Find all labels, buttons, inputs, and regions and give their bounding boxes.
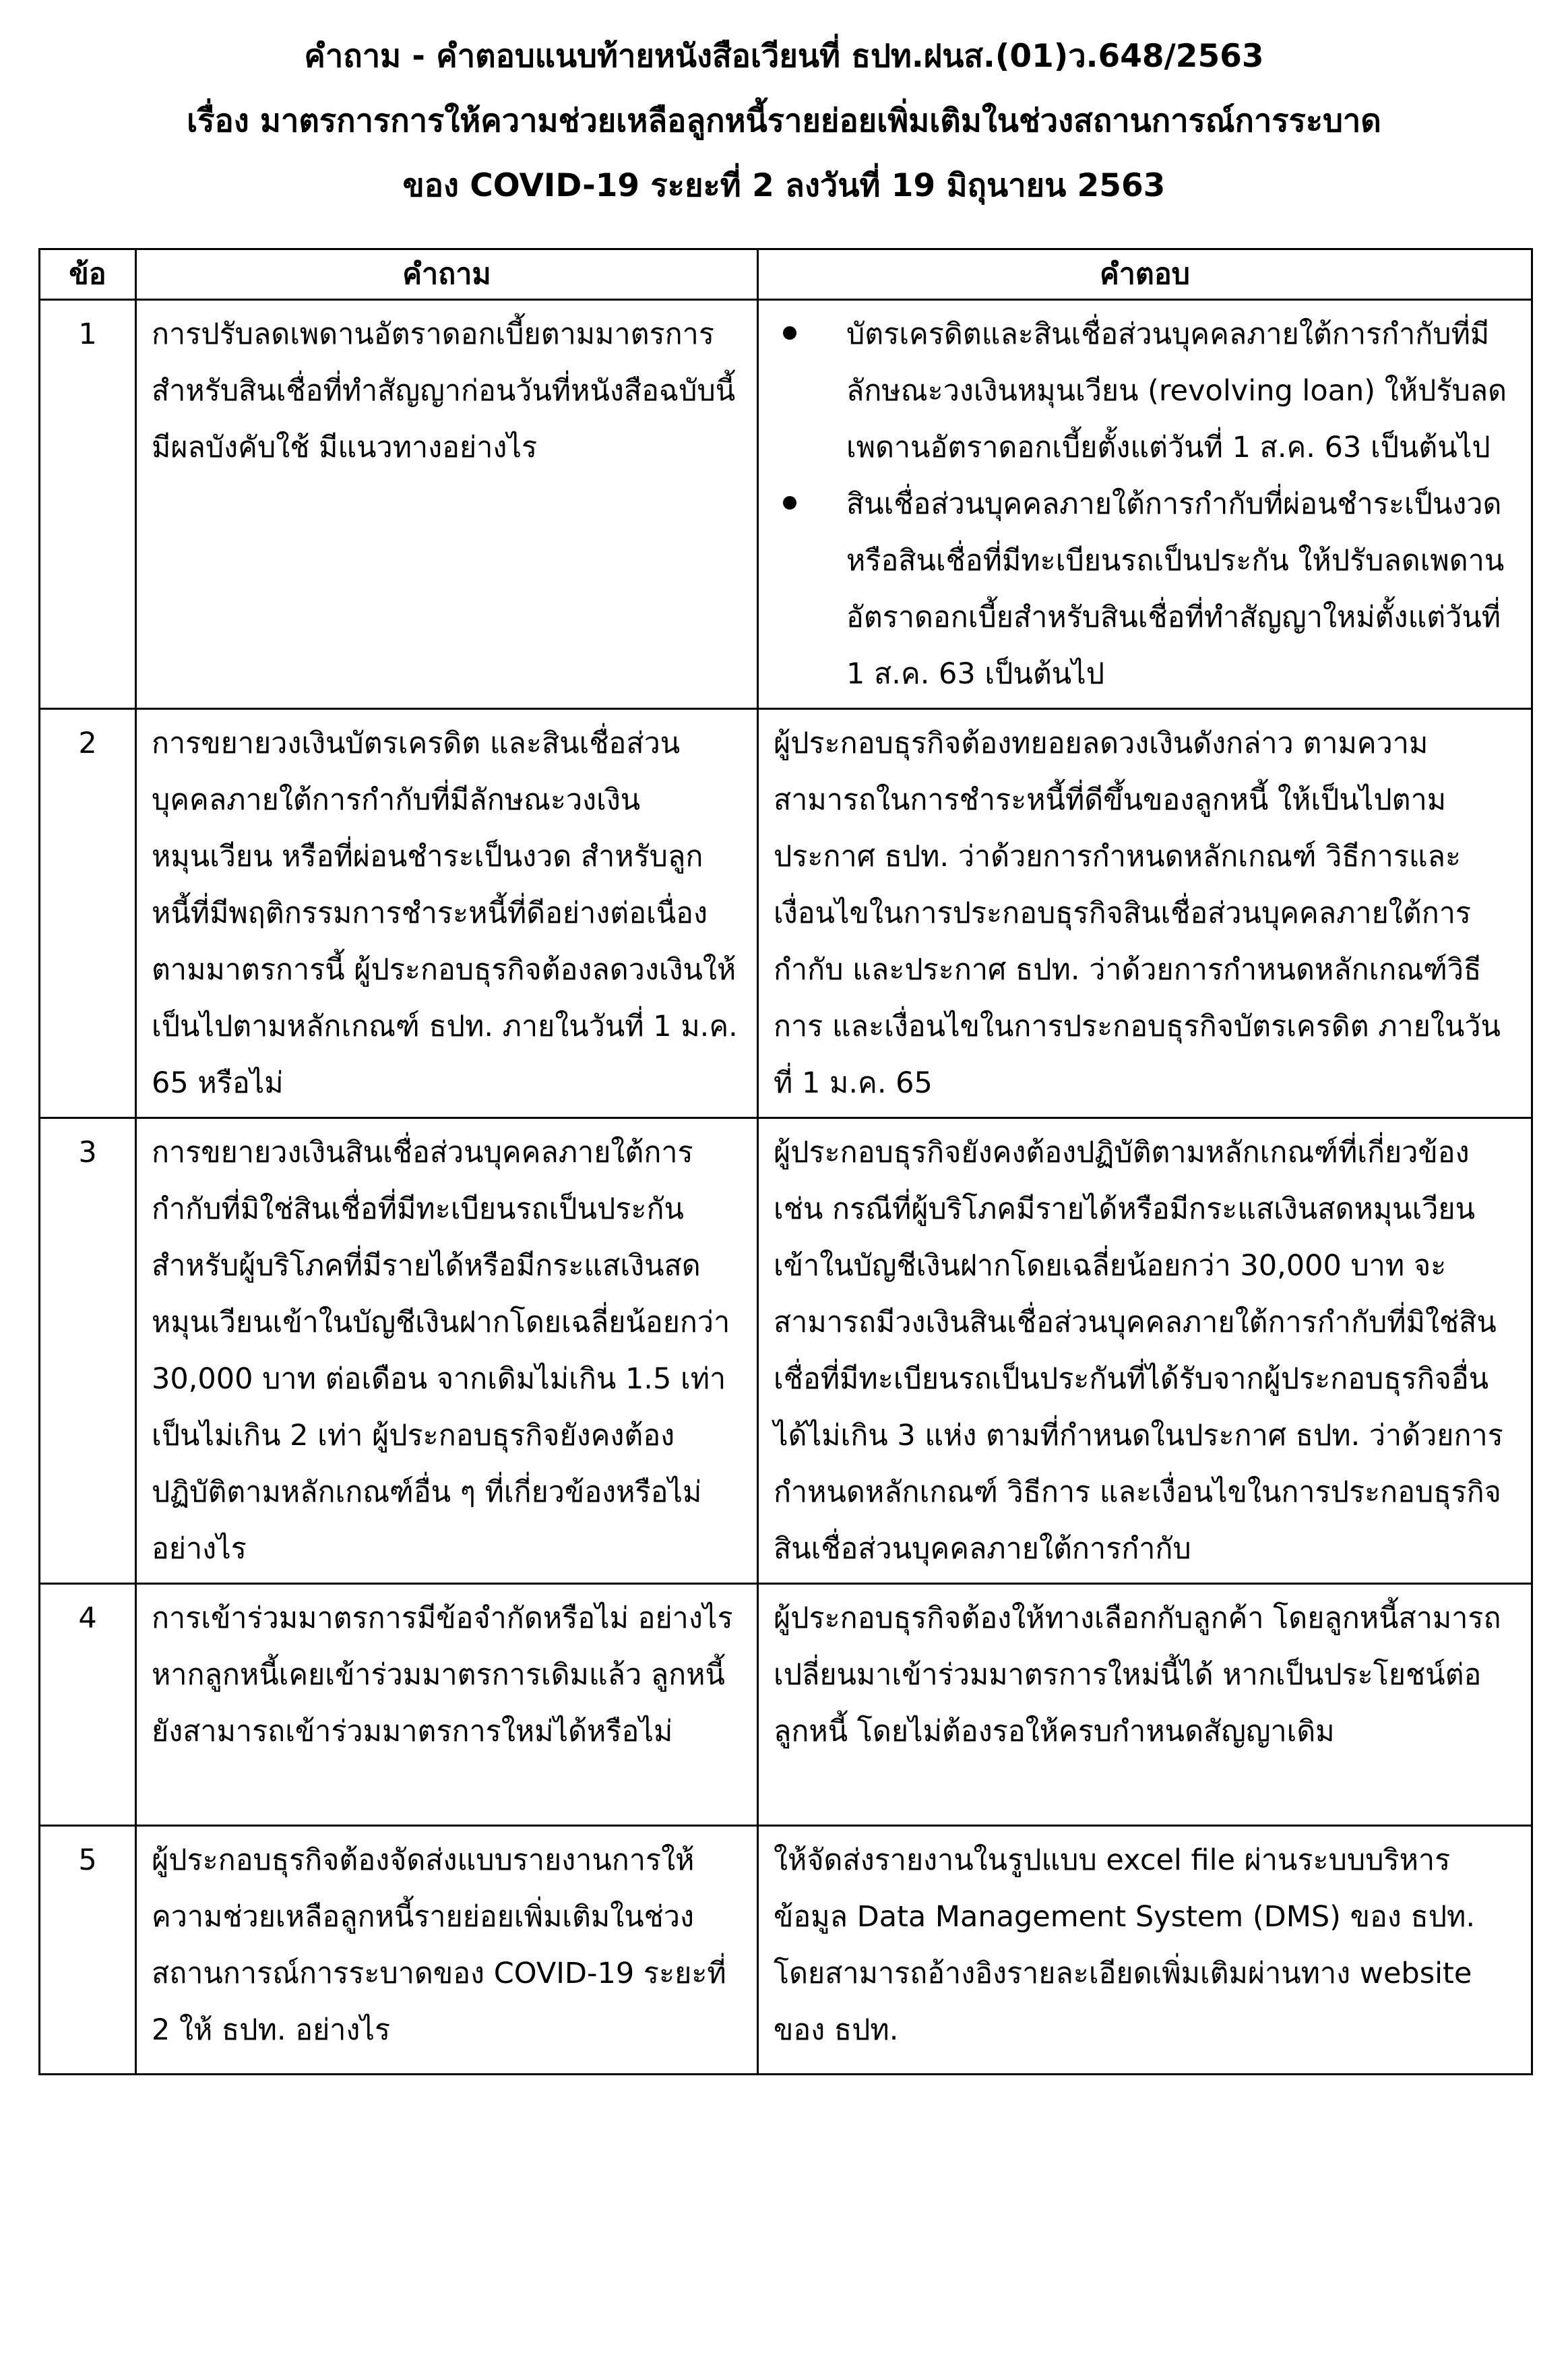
header-no: ข้อ [40,249,136,300]
answer-cell [758,300,1532,709]
table-row [40,709,1532,1118]
row-number: 2 [40,709,136,1118]
answer-cell: ผู้ประกอบธุรกิจต้องทยอยลดวงเงินดังกล่าว ตามความสามารถในการชำระหนี้ที่ดีขึ้นของลูกหนี้ ให้เป็นไปตามประกาศ ธปท. ว่าด้วยการกำหนดหลักเกณฑ์ วิธีการและเงื่อนไขในการประกอบธุรกิจสินเชื่อส่วนบุคคลภายใต้การกำกับ และประกาศ ธปท. ว่าด้วยการกำหนดหลักเกณฑ์วิธีการ และเงื่อนไขในการประกอบธุรกิจบัตรเครดิต ภายในวันที่ 1 ม.ค. 65 [758,709,1532,1118]
row-number: 3 [40,1118,136,1584]
table-header-row [40,249,1532,300]
header-answer: คำตอบ [758,249,1532,300]
answer-cell: ผู้ประกอบธุรกิจต้องให้ทางเลือกกับลูกค้า โดยลูกหนี้สามารถเปลี่ยนมาเข้าร่วมมาตรการใหม่นี้ได้ หากเป็นประโยชน์ต่อลูกหนี้ โดยไม่ต้องรอให้ครบกำหนดสัญญาเดิม [758,1584,1532,1826]
row-number: 4 [40,1584,136,1826]
document-header [0,24,1568,218]
answer-bullet-list [774,306,1516,702]
answer-cell: ผู้ประกอบธุรกิจยังคงต้องปฏิบัติตามหลักเกณฑ์ที่เกี่ยวข้อง เช่น กรณีที่ผู้บริโภคมีรายได้หรือมีกระแสเงินสดหมุนเวียนเข้าในบัญชีเงินฝากโดยเฉลี่ยน้อยกว่า 30,000 บาท จะสามารถมีวงเงินสินเชื่อส่วนบุคคลภายใต้การกำกับที่มิใช่สินเชื่อที่มีทะเบียนรถเป็นประกันที่ได้รับจากผู้ประกอบธุรกิจอื่น ได้ไม่เกิน 3 แห่ง ตามที่กำหนดในประกาศ ธปท. ว่าด้วยการกำหนดหลักเกณฑ์ วิธีการ และเงื่อนไขในการประกอบธุรกิจสินเชื่อส่วนบุคคลภายใต้การกำกับ [758,1118,1532,1584]
table-row [40,1826,1532,2075]
question-cell: การขยายวงเงินสินเชื่อส่วนบุคคลภายใต้การกำกับที่มิใช่สินเชื่อที่มีทะเบียนรถเป็นประกันสำหรับผู้บริโภคที่มีรายได้หรือมีกระแสเงินสดหมุนเวียนเข้าในบัญชีเงินฝากโดยเฉลี่ยน้อยกว่า 30,000 บาท ต่อเดือน จากเดิมไม่เกิน 1.5 เท่า เป็นไม่เกิน 2 เท่า ผู้ประกอบธุรกิจยังคงต้องปฏิบัติตามหลักเกณฑ์อื่น ๆ ที่เกี่ยวข้องหรือไม่ อย่างไร [136,1118,758,1584]
answer-bullet [774,476,1516,702]
qa-table [38,248,1533,2075]
row-number: 1 [40,300,136,709]
question-cell: การขยายวงเงินบัตรเครดิต และสินเชื่อส่วนบุคคลภายใต้การกำกับที่มีลักษณะวงเงินหมุนเวียน หรือที่ผ่อนชำระเป็นงวด สำหรับลูกหนี้ที่มีพฤติกรรมการชำระหนี้ที่ดีอย่างต่อเนื่องตามมาตรการนี้ ผู้ประกอบธุรกิจต้องลดวงเงินให้เป็นไปตามหลักเกณฑ์ ธปท. ภายในวันที่ 1 ม.ค. 65 หรือไม่ [136,709,758,1118]
row-number: 5 [40,1826,136,2075]
table-row [40,1584,1532,1826]
header-line-3: ของ COVID-19 ระยะที่ 2 ลงวันที่ 19 มิถุนายน 2563 [402,167,1166,204]
header-line-1: คำถาม - คำตอบแนบท้ายหนังสือเวียนที่ ธปท.ฝนส.(01)ว.648/2563 [304,38,1264,75]
table-row [40,300,1532,709]
question-cell: การเข้าร่วมมาตรการมีข้อจำกัดหรือไม่ อย่างไร หากลูกหนี้เคยเข้าร่วมมาตรการเดิมแล้ว ลูกหนี้ยังสามารถเข้าร่วมมาตรการใหม่ได้หรือไม่ [136,1584,758,1826]
question-cell: ผู้ประกอบธุรกิจต้องจัดส่งแบบรายงานการให้ความช่วยเหลือลูกหนี้รายย่อยเพิ่มเติมในช่วงสถานการณ์การระบาดของ COVID-19 ระยะที่ 2 ให้ ธปท. อย่างไร [136,1826,758,2075]
answer-bullet-text: สินเชื่อส่วนบุคคลภายใต้การกำกับที่ผ่อนชำระเป็นงวด หรือสินเชื่อที่มีทะเบียนรถเป็นประกัน ให้ปรับลดเพดานอัตราดอกเบี้ยสำหรับสินเชื่อที่ทำสัญญาใหม่ตั้งแต่วันที่ 1 ส.ค. 63 เป็นต้นไป [846,487,1505,691]
question-cell: การปรับลดเพดานอัตราดอกเบี้ยตามมาตรการสำหรับสินเชื่อที่ทำสัญญาก่อนวันที่หนังสือฉบับนี้มีผลบังคับใช้ มีแนวทางอย่างไร [136,300,758,709]
header-question: คำถาม [136,249,758,300]
answer-bullet [774,306,1516,476]
bullet-dot-icon [783,326,796,340]
table-row [40,1118,1532,1584]
answer-bullet-text: บัตรเครดิตและสินเชื่อส่วนบุคคลภายใต้การกำกับที่มีลักษณะวงเงินหมุนเวียน (revolving loan) ให้ปรับลดเพดานอัตราดอกเบี้ยตั้งแต่วันที่ 1 ส.ค. 63 เป็นต้นไป [846,317,1507,464]
bullet-dot-icon [783,496,796,510]
header-line-2: เรื่อง มาตรการการให้ความช่วยเหลือลูกหนี้รายย่อยเพิ่มเติมในช่วงสถานการณ์การระบาด [187,102,1381,140]
answer-cell: ให้จัดส่งรายงานในรูปแบบ excel file ผ่านระบบบริหารข้อมูล Data Management System (DMS) ของ ธปท. โดยสามารถอ้างอิงรายละเอียดเพิ่มเติมผ่านทาง website ของ ธปท. [758,1826,1532,2075]
